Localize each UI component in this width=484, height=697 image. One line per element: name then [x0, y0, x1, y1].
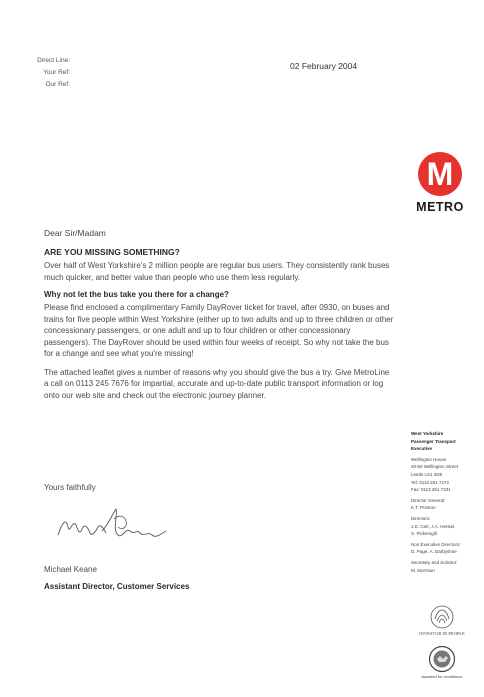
letter-body — [44, 228, 394, 408]
secretary-name: M. Morrison — [411, 567, 435, 573]
non-exec-directors-names: D. Page, A. Darbyshire — [411, 549, 457, 555]
address-line-2: 40-50 Wellington Street — [411, 464, 458, 470]
metro-logo-word: METRO — [416, 200, 464, 214]
metro-logo-glyph: M — [426, 156, 454, 192]
letter-subheading: Why not let the bus take you there for a change? — [44, 290, 229, 299]
director-general-label: Director General: — [411, 497, 446, 503]
excellence-award-badge — [411, 645, 473, 679]
address-line-3: Leeds LS1 2DE — [411, 471, 443, 477]
paragraph-3: The attached leaflet gives a number of reasons why you should give the bus a try. Give MetroLine a call on 0113 245 7676 for impartial, accurate and up-to-date public transport information or log onto our web site and check out the electronic journey planner. — [44, 367, 390, 400]
metro-logo-circle — [418, 152, 462, 196]
fax: Fax: 0113 251 7331 — [411, 487, 451, 493]
investor-in-people-badge — [411, 604, 473, 636]
secretary-label: Secretary and Solicitor: — [411, 559, 458, 565]
director-general-name: K.T. Preston — [411, 505, 436, 511]
paragraph-1: Over half of West Yorkshire's 2 million people are regular bus users. They consistently rank buses much quicker, and better value than people who use them less regularly. — [44, 261, 390, 282]
your-ref-label: Your Ref: — [43, 69, 70, 76]
directors-label: Directors: — [411, 515, 431, 521]
paragraph-2: Please find enclosed a complimentary Family DayRover ticket for travel, after 0930, on buses and trains for five people within West Yorkshire (either up to two adults and up to three children or other concessionary passengers, or one adult and up to four children or other concessionary passengers). The DayRover should be used within four weeks of receipt. So why not take the bus for a change and see what you're missing! — [44, 303, 394, 358]
address-line-1: Wellington House — [411, 456, 447, 462]
directors-names-1: J.D. Carr, J.A. Henkel, — [411, 523, 456, 529]
reference-block — [0, 55, 70, 91]
closing: Yours faithfully — [44, 483, 96, 492]
signature-image — [52, 505, 170, 551]
direct-line-label: Direct Line: — [37, 57, 70, 64]
org-name-line-3: Executive — [411, 446, 433, 452]
award-caption: awarded for excellence — [421, 674, 463, 679]
metro-logo — [412, 152, 468, 214]
signer-name: Michael Keane — [44, 565, 97, 574]
investor-in-people-icon — [429, 604, 455, 630]
our-ref-label: Our Ref: — [45, 81, 70, 88]
award-seal-icon — [428, 645, 456, 673]
letter-heading: ARE YOU MISSING SOMETHING? — [44, 247, 180, 257]
non-exec-directors-label: Non Executive Directors: — [411, 541, 461, 547]
org-name-line-2: Passenger Transport — [411, 438, 456, 444]
investor-in-people-caption: INVESTOR IN PEOPLE — [419, 631, 465, 636]
directors-names-2: S. Pickersgill — [411, 531, 437, 537]
letter-date: 02 February 2004 — [290, 61, 358, 71]
salutation: Dear Sir/Madam — [44, 228, 106, 238]
telephone: Tel: 0113 251 7272 — [411, 479, 449, 485]
signer-title: Assistant Director, Customer Services — [44, 582, 190, 591]
org-name-line-1: West Yorkshire — [411, 431, 444, 436]
organisation-details — [411, 430, 481, 574]
